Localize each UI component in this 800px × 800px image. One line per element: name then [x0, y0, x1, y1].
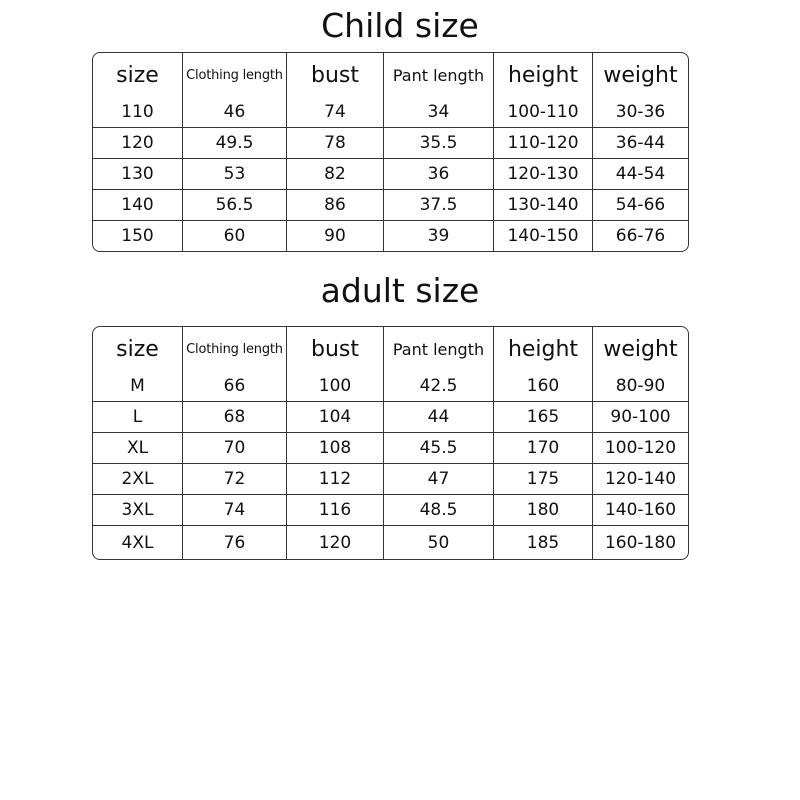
table-row: [93, 190, 688, 221]
child-size-table: [92, 52, 689, 252]
cell-pant-length: 36: [384, 159, 494, 190]
cell-height: 160: [494, 371, 593, 402]
table-row: [93, 526, 688, 559]
cell-size: 130: [93, 159, 183, 190]
cell-pant-length: 37.5: [384, 190, 494, 221]
cell-clothing-length: 66: [183, 371, 287, 402]
cell-pant-length: 50: [384, 526, 494, 559]
header-bust: bust: [287, 327, 384, 371]
cell-pant-length: 44: [384, 402, 494, 433]
cell-size: 150: [93, 221, 183, 251]
cell-height: 170: [494, 433, 593, 464]
cell-clothing-length: 60: [183, 221, 287, 251]
cell-size: L: [93, 402, 183, 433]
table-row: [93, 402, 688, 433]
cell-bust: 120: [287, 526, 384, 559]
table-row: [93, 221, 688, 251]
header-weight: weight: [603, 336, 678, 362]
cell-size: 140: [93, 190, 183, 221]
cell-bust: 104: [287, 402, 384, 433]
cell-size: XL: [93, 433, 183, 464]
cell-height: 175: [494, 464, 593, 495]
header-size: size: [93, 327, 183, 371]
cell-weight: 66-76: [615, 226, 666, 246]
cell-size: 120: [93, 128, 183, 159]
cell-clothing-length: 70: [183, 433, 287, 464]
cell-height: 110-120: [494, 128, 593, 159]
cell-height: 180: [494, 495, 593, 526]
cell-clothing-length: 74: [183, 495, 287, 526]
header-height: height: [494, 327, 593, 371]
cell-bust: 82: [287, 159, 384, 190]
cell-size: 110: [93, 97, 183, 128]
cell-size: 2XL: [93, 464, 183, 495]
cell-height: 165: [494, 402, 593, 433]
cell-weight: 160-180: [604, 532, 677, 553]
cell-weight: 30-36: [593, 97, 688, 128]
header-pant-length: Pant length: [384, 327, 494, 371]
cell-clothing-length: 76: [183, 526, 287, 559]
cell-weight: 140-160: [593, 495, 688, 526]
header-clothing-length: Clothing length: [183, 53, 287, 97]
cell-weight: 100-120: [593, 433, 688, 464]
cell-weight: 90-100: [593, 402, 688, 433]
cell-bust: 112: [287, 464, 384, 495]
cell-weight: 54-66: [593, 190, 688, 221]
cell-bust: 90: [287, 221, 384, 251]
cell-clothing-length: 49.5: [183, 128, 287, 159]
header-clothing-length: Clothing length: [183, 327, 287, 371]
adult-size-table: [92, 326, 689, 560]
cell-height: 130-140: [494, 190, 593, 221]
table-row: [93, 495, 688, 526]
cell-weight: 120-140: [593, 464, 688, 495]
adult-size-title: adult size: [320, 271, 480, 310]
table-row: [93, 371, 688, 402]
cell-pant-length: 42.5: [384, 371, 494, 402]
cell-bust: 116: [287, 495, 384, 526]
cell-pant-length: 34: [384, 97, 494, 128]
cell-weight: 44-54: [593, 159, 688, 190]
table-header-row: [93, 53, 688, 97]
cell-clothing-length: 46: [183, 97, 287, 128]
cell-height: 120-130: [494, 159, 593, 190]
cell-pant-length: 35.5: [384, 128, 494, 159]
table-row: [93, 433, 688, 464]
cell-size: M: [93, 371, 183, 402]
cell-pant-length: 47: [384, 464, 494, 495]
header-size: size: [93, 53, 183, 97]
header-weight: weight: [603, 62, 678, 88]
table-row: [93, 464, 688, 495]
cell-weight: 80-90: [593, 371, 688, 402]
cell-clothing-length: 53: [183, 159, 287, 190]
cell-weight: 36-44: [593, 128, 688, 159]
cell-size: 3XL: [93, 495, 183, 526]
header-height: height: [494, 53, 593, 97]
cell-pant-length: 39: [384, 221, 494, 251]
cell-height: 100-110: [494, 97, 593, 128]
table-row: [93, 128, 688, 159]
child-size-title: Child size: [321, 6, 479, 45]
table-header-row: [93, 327, 688, 371]
cell-bust: 100: [287, 371, 384, 402]
cell-bust: 74: [287, 97, 384, 128]
cell-height: 185: [494, 526, 593, 559]
cell-pant-length: 45.5: [384, 433, 494, 464]
cell-bust: 108: [287, 433, 384, 464]
header-bust: bust: [287, 53, 384, 97]
cell-size: 4XL: [93, 526, 183, 559]
cell-clothing-length: 72: [183, 464, 287, 495]
table-row: [93, 97, 688, 128]
cell-bust: 86: [287, 190, 384, 221]
cell-height: 140-150: [494, 221, 593, 251]
cell-pant-length: 48.5: [384, 495, 494, 526]
cell-clothing-length: 56.5: [183, 190, 287, 221]
cell-clothing-length: 68: [183, 402, 287, 433]
cell-bust: 78: [287, 128, 384, 159]
table-row: [93, 159, 688, 190]
header-pant-length: Pant length: [384, 53, 494, 97]
